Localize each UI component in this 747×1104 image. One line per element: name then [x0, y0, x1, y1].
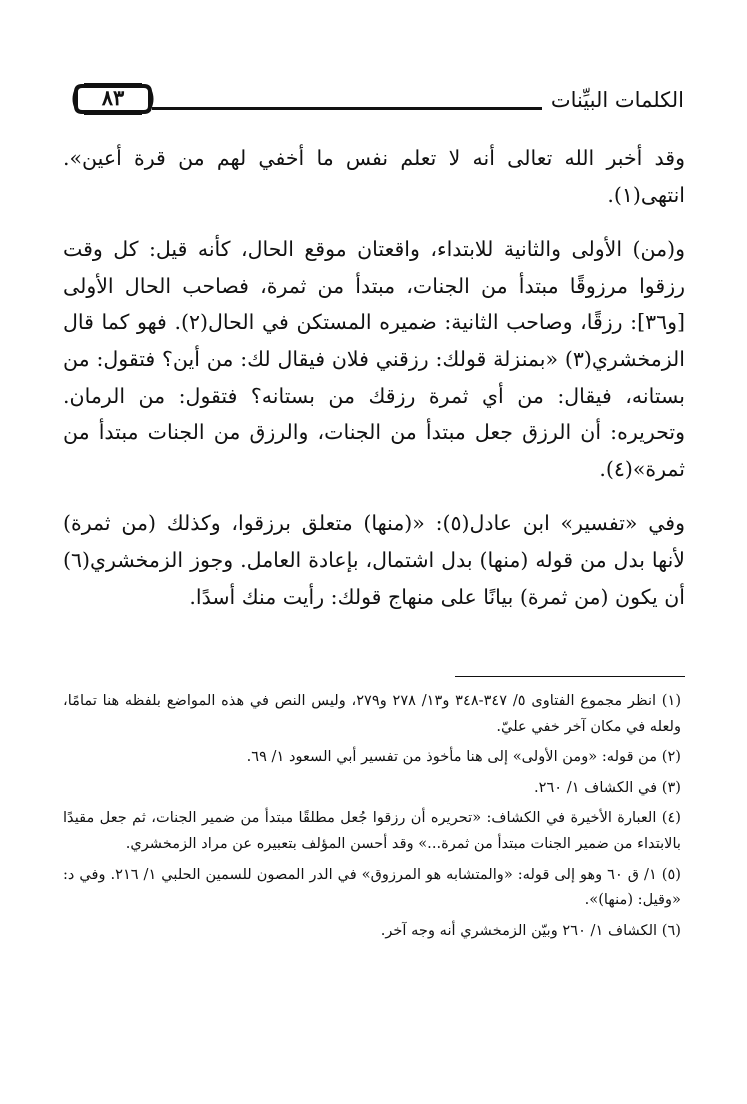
page-number-badge: [72, 82, 154, 116]
header-rule: [152, 107, 542, 110]
running-title: الكلمات البيِّنات: [550, 88, 684, 112]
footnote: (٥) ١/ ق ٦٠ وهو إلى قوله: «والمتشابه هو المرزوق» في الدر المصون للسمين الحلبي ١/ ٢١٦. وفي د: «وقيل: (منها)».: [63, 865, 681, 909]
paragraph: و(من) الأولى والثانية للابتداء، واقعتان موقع الحال، كأنه قيل: كل وقت رزقوا مرزوقًا مبتدأ من الجنات، مبتدأ من ثمرة، فصاحب الحال الأولى [و٣٦]: رزقًا، وصاحب الثانية: ضميره المستكن في الحال(٢). فهو كما قال الزمخشري(٣) «بمنزلة قولك: رزقني فلان فيقال لك: من أين؟ فتقول: من بستانه، فيقال: من أي ثمرة رزقك من بستانه؟ فتقول: من الرمان. وتحريره: أن الرزق جعل مبتدأ من الجنات، والرزق من الجنات مبتدأ من ثمرة»(٤).: [63, 237, 686, 481]
main-text: [63, 140, 685, 615]
footnote: (٢) من قوله: «ومن الأولى» إلى هنا مأخوذ من تفسير أبي السعود ١/ ٦٩.: [246, 748, 681, 766]
footnote: (٣) في الكشاف ١/ ٢٦٠.: [533, 778, 681, 796]
page-number: ٨٣: [101, 85, 125, 110]
footnote: (٤) العبارة الأخيرة في الكشاف: «تحريره أن رزقوا جُعل مطلقًا مبتدأ من ضمير الجنات، ثم جعل مقيدًا بالابتداء من ضمير الجنات مبتدأ من ثمرة...» وقد أحسن المؤلف بتعبيره عن مراد الزمخشري.: [63, 809, 681, 852]
paragraph: وقد أخبر الله تعالى أنه لا تعلم نفس ما أخفي لهم من قرة أعين». انتهى(١).: [63, 146, 685, 207]
footnotes: [63, 688, 681, 943]
paragraph: وفي «تفسير» ابن عادل(٥): «(منها) متعلق برزقوا، وكذلك (من ثمرة) لأنها بدل من قوله (منها) بدل اشتمال، بإعادة العامل. وجوز الزمخشري(٦) أن يكون (من ثمرة) بيانًا على منهاج قولك: رأيت منك أسدًا.: [63, 511, 685, 609]
footnote: (١) انظر مجموع الفتاوى ٥/ ٣٤٧-٣٤٨ و١٣/ ٢٧٨ و٢٧٩، وليس النص في هذه المواضع بلفظه هنا تمامًا، ولعله في مكان آخر خفي عليّ.: [63, 692, 682, 735]
footnote-separator: [455, 676, 685, 677]
page-header: [72, 80, 684, 120]
footnote: (٦) الكشاف ١/ ٢٦٠ وبيّن الزمخشري أنه وجه آخر.: [380, 921, 681, 939]
